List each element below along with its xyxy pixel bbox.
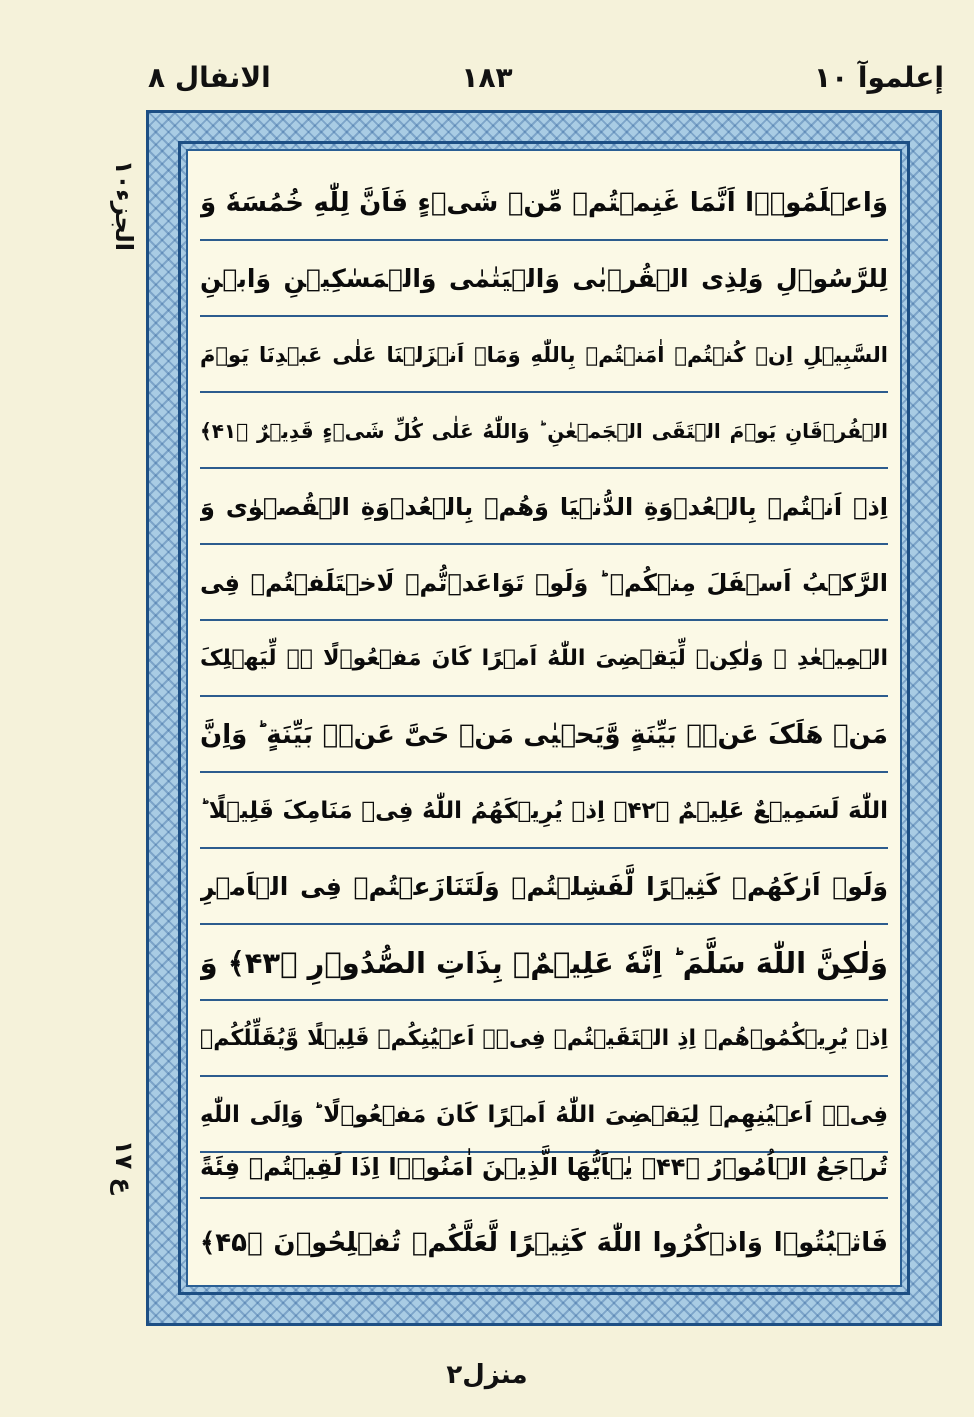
header-para-name: إعلموآ ۱۰ [813,61,944,94]
verse-line: مَنۡ هَلَکَ عَنۡۢ بَیِّنَةٍ وَّیَحۡیٰی مَنۡ حَیَّ عَنۡۢ بَیِّنَةٍ ؕ وَاِنَّ [200,697,888,773]
verse-line: السَّبِیۡلِ اِنۡ کُنۡتُمۡ اٰمَنۡتُمۡ بِاللّٰهِ وَمَاۤ اَنۡزَلۡنَا عَلٰی عَبۡدِنَا یَوۡمَ [200,317,888,393]
verse-line: الۡمِیۡعٰدِ ۙ وَلٰکِنۡ لِّیَقۡضِیَ اللّٰهُ اَمۡرًا کَانَ مَفۡعُوۡلًا ۬ۙ لِّیَهۡلِکَ [200,621,888,697]
verse-line: اللّٰهَ لَسَمِیۡعٌ عَلِیۡمٌ ﴿۴۲﴾ اِذۡ یُرِیۡکَهُمُ اللّٰهُ فِیۡ مَنَامِکَ قَلِیۡلًا ؕ [200,773,888,849]
verse-line: تُرۡجَعُ الۡاُمُوۡرُ ﴿۴۴﴾ یٰۤاَیُّهَا الَّذِیۡنَ اٰمَنُوۡۤا اِذَا لَقِیۡتُمۡ فِئَةً [200,1135,888,1199]
verse-line: وَلَوۡ اَرٰکَهُمۡ کَثِیۡرًا لَّفَشِلۡتُمۡ وَلَتَنَازَعۡتُمۡ فِی الۡاَمۡرِ [200,849,888,925]
header-surah-name: الانفال ۸ [148,61,271,94]
verse-line: الۡفُرۡقَانِ یَوۡمَ الۡتَقَی الۡجَمۡعٰنِ ؕ وَاللّٰهُ عَلٰی کُلِّ شَیۡءٍ قَدِیۡرٌ ﴿۴۱﴾ [200,393,888,469]
verse-line: فَاثۡبُتُوۡا وَاذۡکُرُوا اللّٰهَ کَثِیۡرًا لَّعَلَّکُمۡ تُفۡلِحُوۡنَ ﴿۴۵﴾ [200,1228,888,1258]
ruku-marker: ع ۱۷ [110,1140,138,1195]
verse-line: الرَّکۡبُ اَسۡفَلَ مِنۡکُمۡ ؕ وَلَوۡ تَوَاعَدۡتُّمۡ لَاخۡتَلَفۡتُمۡ فِی [200,545,888,621]
verse-line: اِذۡ یُرِیۡکُمُوۡهُمۡ اِذِ الۡتَقَیۡتُمۡ فِیۡۤ اَعۡیُنِکُمۡ قَلِیۡلًا وَّیُقَلِّلُکُمۡ [200,1001,888,1077]
verse-line: فِیۡۤ اَعۡیُنِهِمۡ لِیَقۡضِیَ اللّٰهُ اَمۡرًا کَانَ مَفۡعُوۡلًا ؕ وَاِلَی اللّٰهِ [200,1077,888,1153]
verse-line: وَلٰکِنَّ اللّٰهَ سَلَّمَ ؕ اِنَّهٗ عَلِیۡمٌۢ بِذَاتِ الصُّدُوۡرِ ﴿۴۳﴾ وَ [200,925,888,1001]
page-number: ۱۸۳ [461,61,513,94]
verse-line: وَاعۡلَمُوۡۤا اَنَّمَا غَنِمۡتُمۡ مِّنۡ شَیۡءٍ فَاَنَّ لِلّٰهِ خُمُسَهٗ وَ [200,165,888,241]
juz-marker: الجزء۱۰ [110,160,138,252]
verse-line: اِذۡ اَنۡتُمۡ بِالۡعُدۡوَةِ الدُّنۡیَا وَهُمۡ بِالۡعُدۡوَةِ الۡقُصۡوٰی وَ [200,469,888,545]
verse-line: لِلرَّسُوۡلِ وَلِذِی الۡقُرۡبٰی وَالۡیَتٰمٰی وَالۡمَسٰکِیۡنِ وَابۡنِ [200,241,888,317]
manzil-marker: منزل۲ [446,1360,528,1390]
